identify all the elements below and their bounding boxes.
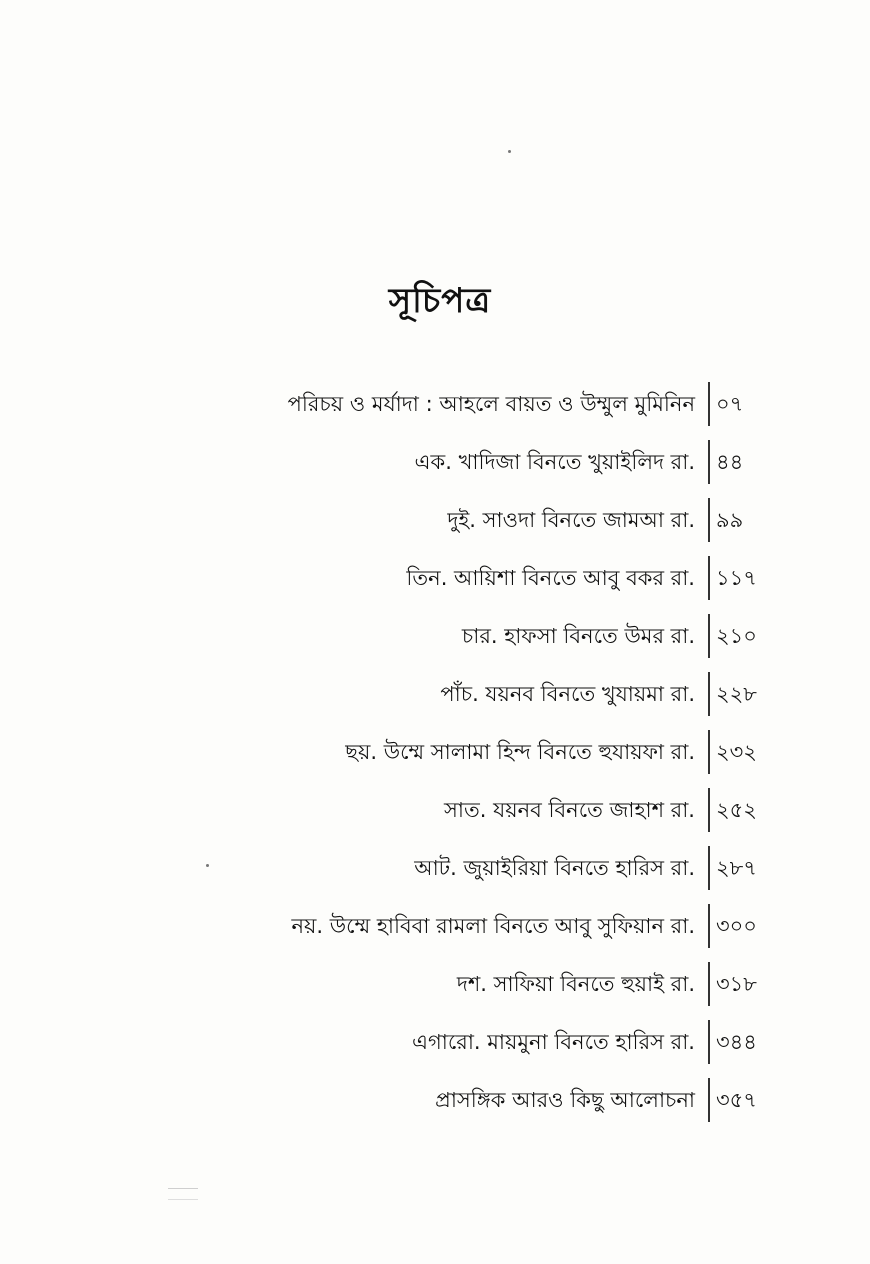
toc-entry-title: এক. খাদিজা বিনতে খুয়াইলিদ রা. <box>414 450 695 474</box>
toc-entry-title: দুই. সাওদা বিনতে জামআ রা. <box>447 508 695 532</box>
toc-row <box>0 784 870 842</box>
toc-row <box>0 494 870 552</box>
toc-separator <box>708 788 710 832</box>
paper-speck <box>508 150 511 153</box>
toc-row <box>0 842 870 900</box>
toc-separator <box>708 556 710 600</box>
toc-page-number: ২১০ <box>716 624 757 648</box>
toc-row <box>0 1074 870 1132</box>
toc-page-number: ৪৪ <box>716 450 744 474</box>
toc-page-number: ৯৯ <box>716 508 744 532</box>
toc-entry-title: নয়. উম্মে হাবিবা রামলা বিনতে আবু সুফিয়ান রা. <box>291 914 695 938</box>
toc-separator <box>708 614 710 658</box>
toc-separator <box>708 1078 710 1122</box>
toc-row <box>0 726 870 784</box>
toc-entry-title: এগারো. মায়মুনা বিনতে হারিস রা. <box>412 1030 695 1054</box>
toc-page-number: ২৮৭ <box>716 856 757 880</box>
toc-entry-title: প্রাসঙ্গিক আরও কিছু আলোচনা <box>435 1088 695 1112</box>
toc-row <box>0 610 870 668</box>
toc-entry-title: আট. জুয়াইরিয়া বিনতে হারিস রা. <box>414 856 695 880</box>
toc-separator <box>708 382 710 426</box>
toc-page-number: ৩৫৭ <box>716 1088 757 1112</box>
toc-separator <box>708 846 710 890</box>
toc-entry-title: চার. হাফসা বিনতে উমর রা. <box>461 624 695 648</box>
toc-page-number: ৩০০ <box>716 914 757 938</box>
toc-separator <box>708 498 710 542</box>
toc-separator <box>708 672 710 716</box>
toc-row <box>0 900 870 958</box>
page-title: সূচিপত্র <box>388 280 492 321</box>
toc-separator <box>708 1020 710 1064</box>
toc-separator <box>708 904 710 948</box>
toc-row <box>0 1016 870 1074</box>
toc-page-number: ৩১৮ <box>716 972 757 996</box>
toc-row <box>0 378 870 436</box>
toc-separator <box>708 440 710 484</box>
toc-row <box>0 958 870 1016</box>
toc-row <box>0 436 870 494</box>
toc-page-number: ৩৪৪ <box>716 1030 757 1054</box>
toc-separator <box>708 962 710 1006</box>
toc-separator <box>708 730 710 774</box>
toc-row <box>0 668 870 726</box>
toc-entry-title: দশ. সাফিয়া বিনতে হুয়াই রা. <box>456 972 695 996</box>
toc-page-number: ০৭ <box>716 392 744 416</box>
toc-row <box>0 552 870 610</box>
toc-entry-title: পাঁচ. যয়নব বিনতে খুযায়মা রা. <box>440 682 695 706</box>
toc-page-number: ২৩২ <box>716 740 757 764</box>
toc-page-number: ১১৭ <box>716 566 757 590</box>
toc-entry-title: ছয়. উম্মে সালামা হিন্দ বিনতে হুযায়ফা রা. <box>345 740 695 764</box>
toc-page-number: ২৫২ <box>716 798 757 822</box>
toc-entry-title: সাত. যয়নব বিনতে জাহাশ রা. <box>444 798 695 822</box>
toc-entry-title: পরিচয় ও মর্যাদা : আহলে বায়ত ও উম্মুল মুমিনিন <box>287 392 695 416</box>
paper-smudge <box>168 1188 198 1200</box>
toc-entry-title: তিন. আয়িশা বিনতে আবু বকর রা. <box>406 566 695 590</box>
toc-page-number: ২২৮ <box>716 682 757 706</box>
